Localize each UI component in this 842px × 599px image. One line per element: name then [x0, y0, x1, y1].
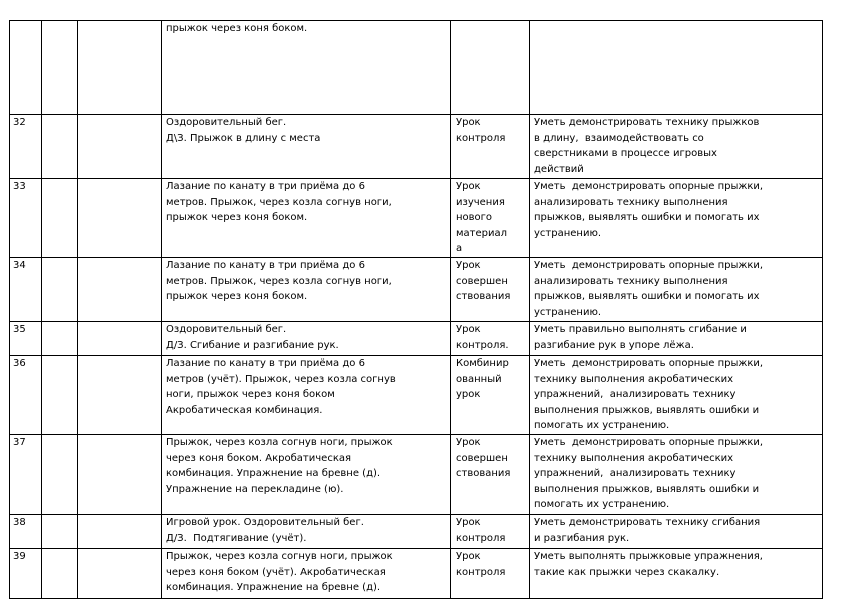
lesson-number-cell	[10, 258, 42, 322]
requirement-line: прыжков, выявлять ошибки и помогать их	[534, 212, 760, 224]
requirements-cell	[530, 322, 823, 356]
lesson-number: 34	[13, 260, 26, 271]
lesson-type-cell	[451, 258, 530, 322]
requirement-line: анализировать технику выполнения	[534, 275, 728, 287]
lesson-topic-line: Оздоровительный бег.	[166, 117, 287, 128]
lesson-topic-cell	[162, 258, 451, 322]
lesson-type-cell	[451, 435, 530, 515]
lesson-topic-cell	[162, 21, 451, 115]
table-row	[10, 515, 823, 549]
lesson-number-cell	[10, 115, 42, 179]
lesson-type-cell	[451, 356, 530, 435]
table-row	[10, 179, 823, 258]
lesson-type-line: контроля	[456, 532, 506, 544]
lesson-topic-line: Лазание по канату в три приёма до 6	[166, 260, 365, 271]
lesson-topic-line: Д/З. Подтягивание (учёт).	[166, 532, 307, 544]
empty-cell	[42, 515, 78, 549]
lesson-topic-line: метров. Прыжок, через козла согнув ноги,	[166, 275, 392, 287]
lesson-number: 37	[13, 437, 26, 448]
lesson-type-line: Урок	[456, 181, 481, 192]
requirements-cell	[530, 549, 823, 599]
empty-cell	[42, 356, 78, 435]
lesson-topic-line: метров. Прыжок, через козла согнув ноги,	[166, 196, 392, 208]
lesson-topic-line: метров (учёт). Прыжок, через козла согнув	[166, 373, 396, 385]
requirement-line: выполнения прыжков, выявлять ошибки и	[534, 404, 760, 416]
requirement-line: такие как прыжки через скакалку.	[534, 566, 720, 578]
lesson-plan-table	[9, 20, 823, 599]
table-row	[10, 115, 823, 179]
lesson-number: 33	[13, 181, 26, 192]
lesson-topic-line: прыжок через коня боком.	[166, 212, 308, 224]
requirements-cell	[530, 258, 823, 322]
lesson-type-line: ствования	[456, 291, 511, 303]
lesson-topic-line: Прыжок, через козла согнув ноги, прыжок	[166, 437, 393, 448]
lesson-topic-line: ноги, прыжок через коня боком	[166, 389, 335, 401]
table-row	[10, 21, 823, 115]
lesson-number-cell	[10, 179, 42, 258]
empty-cell	[78, 549, 162, 599]
lesson-type-line: Комбинир	[456, 358, 509, 369]
empty-cell	[42, 435, 78, 515]
lesson-topic-line: Оздоровительный бег.	[166, 324, 287, 335]
requirement-line: действий	[534, 163, 584, 175]
lesson-type-line: изучения	[456, 196, 505, 208]
lesson-type-line: урок	[456, 389, 481, 401]
requirement-line: Уметь демонстрировать опорные прыжки,	[534, 358, 764, 369]
empty-cell	[78, 21, 162, 115]
lesson-number-cell	[10, 21, 42, 115]
lesson-type-line: Урок	[456, 260, 481, 271]
requirement-line: устранению.	[534, 227, 602, 239]
lesson-topic-line: Лазание по канату в три приёма до 6	[166, 358, 365, 369]
lesson-topic-line: Д/З. Сгибание и разгибание рук.	[166, 339, 339, 351]
requirement-line: Уметь демонстрировать опорные прыжки,	[534, 260, 764, 271]
lesson-type-cell	[451, 549, 530, 599]
lesson-number-cell	[10, 322, 42, 356]
empty-cell	[78, 435, 162, 515]
requirement-line: выполнения прыжков, выявлять ошибки и	[534, 483, 760, 495]
requirement-line: Уметь демонстрировать технику сгибания	[534, 517, 761, 528]
lesson-topic-line: Упражнение на перекладине (ю).	[166, 483, 344, 495]
lesson-topic-cell	[162, 179, 451, 258]
requirement-line: технику выполнения акробатических	[534, 373, 734, 385]
lesson-type-line: Урок	[456, 117, 481, 128]
empty-cell	[78, 322, 162, 356]
empty-cell	[78, 515, 162, 549]
lesson-type-cell	[451, 21, 530, 115]
lesson-number-cell	[10, 435, 42, 515]
lesson-number: 32	[13, 117, 26, 128]
lesson-type-line: ствования	[456, 468, 511, 480]
table-row	[10, 322, 823, 356]
lesson-topic-line: через коня боком. Акробатическая	[166, 452, 351, 464]
lesson-type-line: материал	[456, 227, 508, 239]
lesson-number: 36	[13, 358, 26, 369]
empty-cell	[42, 322, 78, 356]
lesson-number: 39	[13, 551, 26, 562]
requirement-line: Уметь демонстрировать опорные прыжки,	[534, 437, 764, 448]
lesson-topic-line: прыжок через коня боком.	[166, 23, 308, 34]
requirement-line: Уметь демонстрировать опорные прыжки,	[534, 181, 764, 192]
requirement-line: прыжков, выявлять ошибки и помогать их	[534, 291, 760, 303]
lesson-type-line: контроля	[456, 132, 506, 144]
requirement-line: упражнений, анализировать технику	[534, 389, 736, 401]
lesson-topic-line: прыжок через коня боком.	[166, 291, 308, 303]
lesson-type-cell	[451, 322, 530, 356]
lesson-topic-line: комбинация. Упражнение на бревне (д).	[166, 582, 381, 594]
lesson-topic-cell	[162, 549, 451, 599]
lesson-type-cell	[451, 515, 530, 549]
empty-cell	[42, 179, 78, 258]
requirements-cell	[530, 21, 823, 115]
empty-cell	[78, 115, 162, 179]
requirement-line: упражнений, анализировать технику	[534, 468, 736, 480]
lesson-type-line: нового	[456, 212, 493, 224]
requirement-line: разгибание рук в упоре лёжа.	[534, 339, 694, 351]
lesson-plan-body	[10, 21, 823, 599]
lesson-type-line: совершен	[456, 275, 508, 287]
lesson-topic-cell	[162, 435, 451, 515]
lesson-type-line: Урок	[456, 517, 481, 528]
requirement-line: сверстниками в процессе игровых	[534, 148, 717, 160]
lesson-type-line: Урок	[456, 324, 481, 335]
requirement-line: технику выполнения акробатических	[534, 452, 734, 464]
requirement-line: анализировать технику выполнения	[534, 196, 728, 208]
empty-cell	[42, 115, 78, 179]
empty-cell	[78, 356, 162, 435]
lesson-topic-line: комбинация. Упражнение на бревне (д).	[166, 468, 381, 480]
lesson-type-line: а	[456, 243, 463, 255]
lesson-topic-line: Лазание по канату в три приёма до 6	[166, 181, 365, 192]
lesson-type-line: Урок	[456, 551, 481, 562]
lesson-type-line: Урок	[456, 437, 481, 448]
requirements-cell	[530, 179, 823, 258]
table-row	[10, 435, 823, 515]
requirement-line: Уметь правильно выполнять сгибание и	[534, 324, 747, 335]
requirement-line: Уметь демонстрировать технику прыжков	[534, 117, 760, 128]
lesson-number-cell	[10, 356, 42, 435]
lesson-number-cell	[10, 549, 42, 599]
lesson-topic-line: Акробатическая комбинация.	[166, 404, 323, 416]
requirement-line: Уметь выполнять прыжковые упражнения,	[534, 551, 763, 562]
lesson-type-line: ованный	[456, 373, 502, 385]
empty-cell	[78, 179, 162, 258]
lesson-number-cell	[10, 515, 42, 549]
lesson-topic-cell	[162, 322, 451, 356]
lesson-type-cell	[451, 115, 530, 179]
lesson-number: 35	[13, 324, 26, 335]
lesson-type-line: контроля	[456, 566, 506, 578]
requirement-line: помогать их устранению.	[534, 499, 670, 511]
requirement-line: и разгибания рук.	[534, 532, 630, 544]
requirements-cell	[530, 356, 823, 435]
lesson-number: 38	[13, 517, 26, 528]
lesson-topic-cell	[162, 356, 451, 435]
lesson-topic-line: Прыжок, через козла согнув ноги, прыжок	[166, 551, 393, 562]
lesson-topic-cell	[162, 115, 451, 179]
lesson-type-cell	[451, 179, 530, 258]
table-row	[10, 258, 823, 322]
lesson-topic-cell	[162, 515, 451, 549]
requirement-line: помогать их устранению.	[534, 420, 670, 432]
lesson-topic-line: Д\З. Прыжок в длину с места	[166, 132, 321, 144]
lesson-topic-line: через коня боком (учёт). Акробатическая	[166, 566, 386, 578]
requirements-cell	[530, 515, 823, 549]
lesson-type-line: совершен	[456, 452, 508, 464]
requirements-cell	[530, 435, 823, 515]
table-row	[10, 549, 823, 599]
lesson-type-line: контроля.	[456, 339, 509, 351]
empty-cell	[42, 549, 78, 599]
requirements-cell	[530, 115, 823, 179]
lesson-topic-line: Игровой урок. Оздоровительный бег.	[166, 517, 364, 528]
empty-cell	[42, 258, 78, 322]
requirement-line: устранению.	[534, 306, 602, 318]
requirement-line: в длину, взаимодействовать со	[534, 132, 704, 144]
empty-cell	[78, 258, 162, 322]
table-row	[10, 356, 823, 435]
empty-cell	[42, 21, 78, 115]
